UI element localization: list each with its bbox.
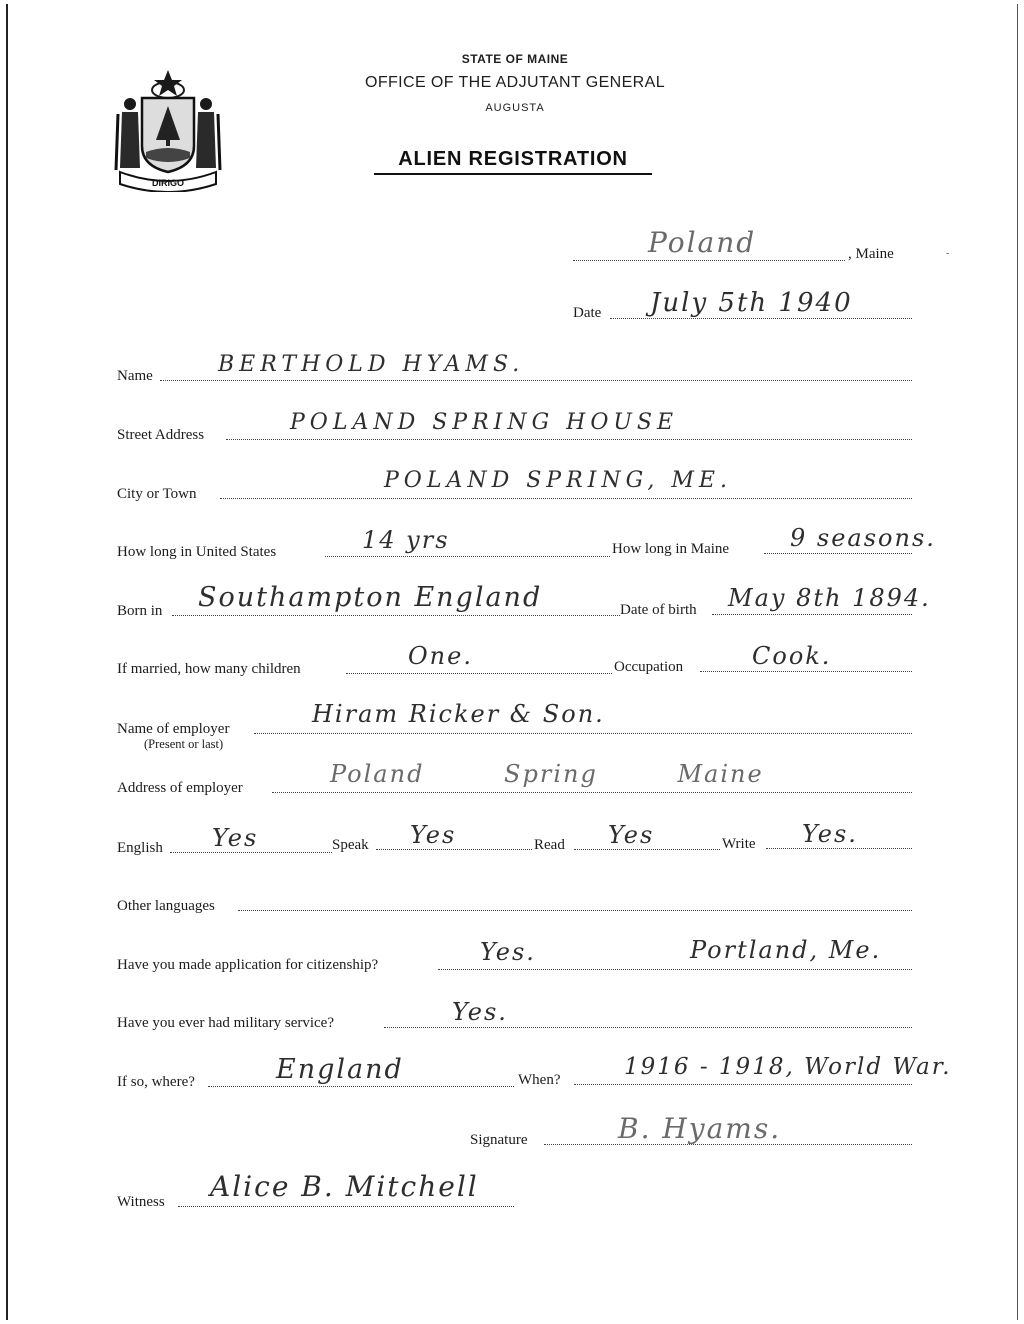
where-value[interactable]: England (276, 1054, 404, 1085)
when-value[interactable]: 1916 - 1918, World War. (624, 1054, 952, 1080)
town-value[interactable]: Poland (648, 226, 757, 259)
military-label: Have you ever had military service? (117, 1015, 334, 1031)
date-label: Date (573, 305, 602, 321)
employer-address-line (272, 792, 912, 793)
read-value[interactable]: Yes (608, 821, 655, 849)
other-languages-line (238, 910, 912, 911)
speak-label: Speak (332, 837, 369, 853)
where-label: If so, where? (117, 1074, 195, 1090)
date-line (610, 318, 912, 319)
employer-line (254, 733, 912, 734)
how-long-us-label: How long in United States (117, 544, 277, 560)
citizenship-value[interactable]: Yes. (480, 938, 536, 966)
how-long-maine-label: How long in Maine (612, 541, 730, 557)
english-line (170, 852, 332, 853)
employer-value[interactable]: Hiram Ricker & Son. (312, 700, 605, 728)
name-value[interactable]: BERTHOLD HYAMS. (218, 352, 525, 377)
how-long-us-line (325, 556, 610, 557)
city-value[interactable]: POLAND SPRING, ME. (384, 468, 732, 493)
children-line (346, 673, 612, 674)
where-line (208, 1086, 514, 1087)
english-label: English (117, 840, 163, 856)
employer-address-label: Address of employer (117, 780, 243, 796)
date-of-birth-label: Date of birth (620, 602, 697, 618)
name-line (160, 380, 912, 381)
write-value[interactable]: Yes. (802, 820, 858, 848)
date-value[interactable]: July 5th 1940 (650, 288, 853, 318)
read-line (574, 849, 720, 850)
how-long-maine-value[interactable]: 9 seasons. (790, 524, 936, 552)
citizenship-label: Have you made application for citizenship? (117, 957, 379, 973)
employer-address-value[interactable]: Poland Spring Maine (330, 760, 764, 788)
seal-motto: DIRIGO (151, 178, 185, 188)
citizenship-place[interactable]: Portland, Me. (690, 936, 882, 964)
header-state: STATE OF MAINE (461, 52, 569, 66)
name-label: Name (117, 368, 153, 384)
city-label: City or Town (117, 486, 197, 502)
date-of-birth-line (712, 614, 912, 615)
english-value[interactable]: Yes (212, 824, 259, 852)
witness-line (178, 1206, 514, 1207)
signature-label: Signature (470, 1132, 528, 1148)
born-in-value[interactable]: Southampton England (198, 582, 543, 613)
witness-value[interactable]: Alice B. Mitchell (210, 1170, 479, 1203)
header-office: OFFICE OF THE ADJUTANT GENERAL (364, 74, 666, 91)
occupation-line (700, 671, 912, 672)
town-line (573, 260, 845, 261)
born-in-label: Born in (117, 603, 163, 619)
write-label: Write (722, 836, 756, 852)
city-line (220, 498, 912, 499)
how-long-maine-line (764, 553, 912, 554)
signature-value[interactable]: B. Hyams. (618, 1112, 782, 1145)
military-line (384, 1027, 912, 1028)
street-address-value[interactable]: POLAND SPRING HOUSE (290, 410, 679, 435)
military-value[interactable]: Yes. (452, 998, 508, 1026)
when-label: When? (518, 1072, 561, 1088)
street-address-label: Street Address (117, 427, 205, 443)
citizenship-line (438, 969, 912, 970)
occupation-label: Occupation (614, 659, 684, 675)
born-in-line (172, 615, 620, 616)
town-suffix: , Maine (848, 246, 894, 262)
state-of-maine-seal (112, 68, 224, 192)
occupation-value[interactable]: Cook. (752, 642, 832, 670)
other-languages-label: Other languages (117, 898, 215, 914)
when-line (574, 1084, 912, 1085)
employer-sublabel: (Present or last) (144, 737, 224, 751)
witness-label: Witness (117, 1194, 165, 1210)
children-label: If married, how many children (117, 661, 301, 677)
form-title: ALIEN REGISTRATION (374, 148, 652, 175)
children-value[interactable]: One. (408, 642, 473, 670)
speak-line (376, 849, 532, 850)
header-city: AUGUSTA (485, 102, 545, 114)
how-long-us-value[interactable]: 14 yrs (362, 526, 450, 554)
write-line (766, 848, 912, 849)
employer-label: Name of employer (117, 721, 230, 737)
stray-mark: - (946, 248, 950, 259)
street-address-line (226, 439, 912, 440)
date-of-birth-value[interactable]: May 8th 1894. (728, 584, 931, 612)
read-label: Read (534, 837, 565, 853)
speak-value[interactable]: Yes (410, 821, 457, 849)
